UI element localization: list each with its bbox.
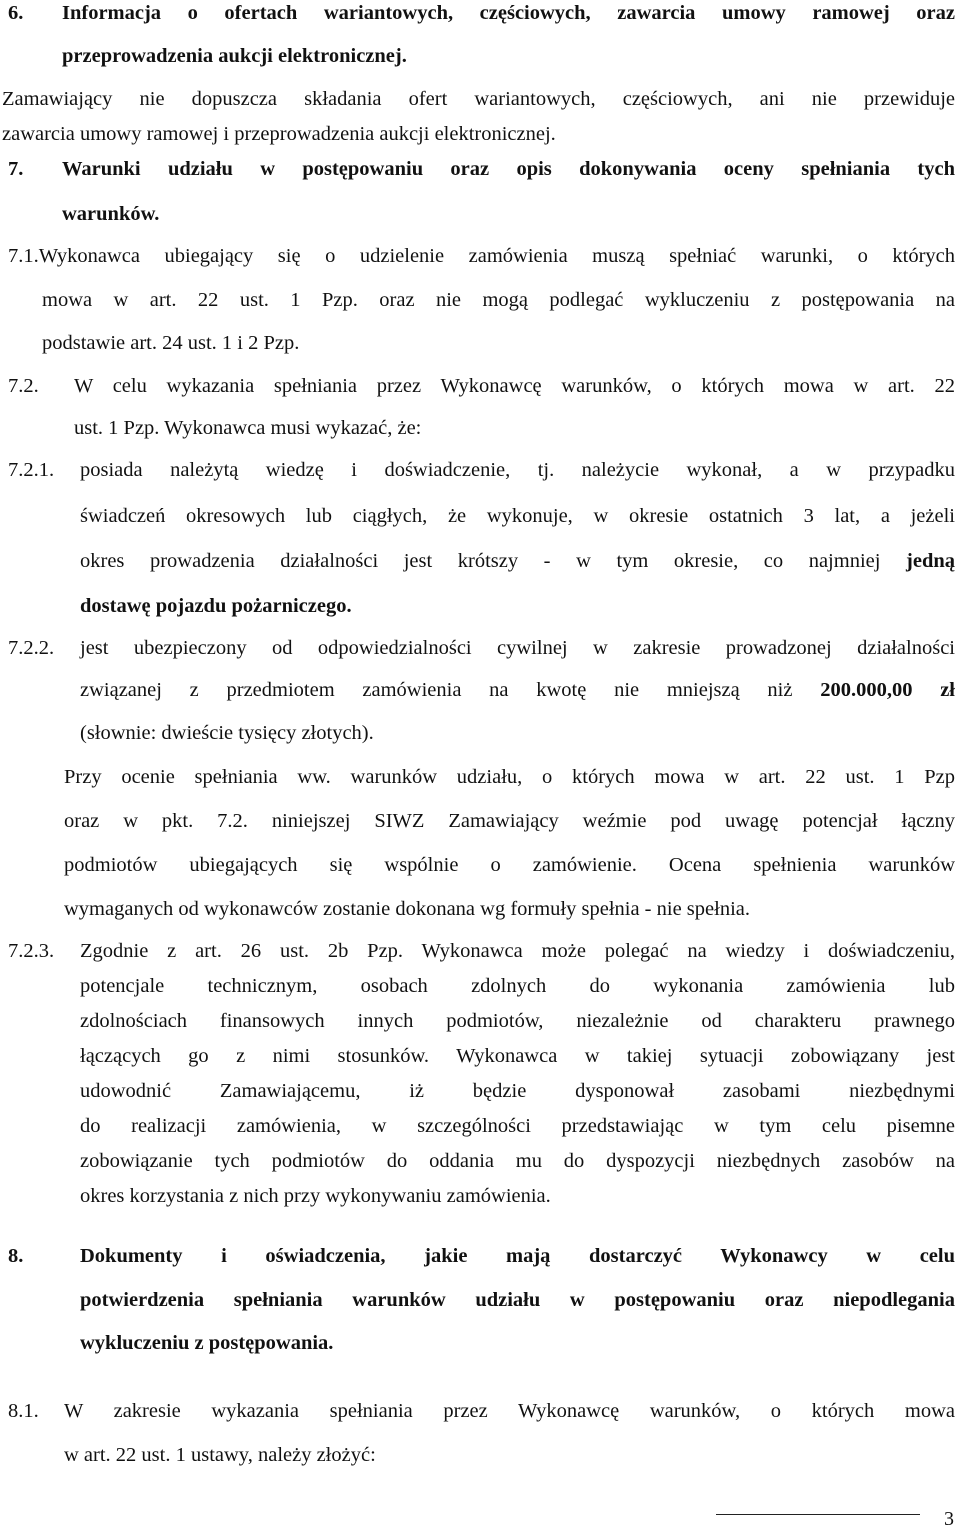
text-line-8 bbox=[42, 287, 955, 313]
text-line-27 bbox=[80, 1078, 955, 1104]
text-line-30 bbox=[80, 1183, 955, 1209]
text-run: zdolnościach finansowych innych podmiotów, niezależnie od charakteru prawnego bbox=[80, 1010, 955, 1032]
text-run: potwierdzenia spełniania warunków udziału w postępowaniu oraz niepodlegania bbox=[80, 1289, 955, 1311]
text-run: warunków. bbox=[62, 203, 160, 225]
text-run: W zakresie wykazania spełniania przez Wykonawcę warunków, o których mowa bbox=[64, 1400, 955, 1422]
text-run: udowodnić Zamawiającemu, iż będzie dysponował zasobami niezbędnymi bbox=[80, 1080, 955, 1102]
text-line-15 bbox=[80, 593, 955, 619]
text-line-32 bbox=[80, 1287, 955, 1313]
text-run: jest ubezpieczony od odpowiedzialności cywilnej w zakresie prowadzonej działalności bbox=[80, 637, 955, 659]
text-run: zobowiązanie tych podmiotów do oddania mu do dyspozycji niezbędnych zasobów na bbox=[80, 1150, 955, 1172]
text-line-14 bbox=[80, 548, 955, 574]
text-run: posiada należytą wiedzę i doświadczenie, tj. należycie wykonał, a w przypadku bbox=[80, 459, 955, 481]
text-line-29 bbox=[80, 1148, 955, 1174]
text-run: okres korzystania z nich przy wykonywaniu zamówienia. bbox=[80, 1185, 551, 1207]
text-line-9 bbox=[42, 330, 955, 356]
text-run: dostawę pojazdu pożarniczego. bbox=[80, 595, 352, 617]
text-line-17 bbox=[80, 677, 955, 703]
text-line-33 bbox=[80, 1330, 955, 1356]
text-run: (słownie: dwieście tysięcy złotych). bbox=[80, 722, 374, 744]
text-run: potencjale technicznym, osobach zdolnych do wykonania zamówienia lub bbox=[80, 975, 955, 997]
footer-rule bbox=[716, 1514, 920, 1515]
text-line-2 bbox=[62, 43, 955, 69]
text-line-28 bbox=[80, 1113, 955, 1139]
text-run: 200.000,00 zł bbox=[820, 679, 955, 701]
section-number: 7. bbox=[8, 158, 24, 180]
section-number: 7.2.2. bbox=[8, 637, 55, 659]
text-line-22 bbox=[64, 896, 955, 922]
text-line-19 bbox=[64, 764, 955, 790]
text-line-26 bbox=[80, 1043, 955, 1069]
text-line-35 bbox=[64, 1442, 955, 1468]
text-run: związanej z przedmiotem zamówienia na kwotę nie mniejszą niż bbox=[80, 679, 821, 701]
text-run: łączących go z nimi stosunków. Wykonawca w takiej sytuacji zobowiązany jest bbox=[80, 1045, 955, 1067]
text-run: wymaganych od wykonawców zostanie dokonana wg formuły spełnia - nie spełnia. bbox=[64, 898, 750, 920]
section-number: 6. bbox=[8, 2, 24, 24]
text-line-21 bbox=[64, 852, 955, 878]
text-line-6 bbox=[62, 201, 955, 227]
text-run: 7.1.Wykonawca ubiegający się o udzielenie zamówienia muszą spełniać warunki, o których bbox=[8, 245, 955, 267]
text-run: zawarcia umowy ramowej i przeprowadzenia aukcji elektronicznej. bbox=[2, 123, 556, 145]
text-run: Przy ocenie spełniania ww. warunków udziału, o których mowa w art. 22 ust. 1 Pzp bbox=[64, 766, 955, 788]
text-run: okres prowadzenia działalności jest krótszy - w tym okresie, co najmniej bbox=[80, 550, 907, 572]
text-line-25 bbox=[80, 1008, 955, 1034]
text-run: wykluczeniu z postępowania. bbox=[80, 1332, 334, 1354]
text-line-24 bbox=[80, 973, 955, 999]
text-line-20 bbox=[64, 808, 955, 834]
text-line-11 bbox=[74, 415, 955, 441]
text-run: Zgodnie z art. 26 ust. 2b Pzp. Wykonawca może polegać na wiedzy i doświadczeniu, bbox=[80, 940, 955, 962]
section-number: 7.2.1. bbox=[8, 459, 55, 481]
text-line-13 bbox=[80, 503, 955, 529]
section-number: 8. bbox=[8, 1245, 24, 1267]
text-run: podstawie art. 24 ust. 1 i 2 Pzp. bbox=[42, 332, 300, 354]
text-line-4 bbox=[2, 121, 955, 147]
text-line-7 bbox=[8, 243, 955, 269]
text-run: oraz w pkt. 7.2. niniejszej SIWZ Zamawiający weźmie pod uwagę potencjał łączny bbox=[64, 810, 955, 832]
text-run: ust. 1 Pzp. Wykonawca musi wykazać, że: bbox=[74, 417, 422, 439]
section-number: 7.2. bbox=[8, 375, 39, 397]
text-run: Warunki udziału w postępowaniu oraz opis dokonywania oceny spełniania tych bbox=[62, 158, 955, 180]
text-run: Zamawiający nie dopuszcza składania ofert wariantowych, częściowych, ani nie przewiduje bbox=[2, 88, 955, 110]
section-number: 7.2.3. bbox=[8, 940, 55, 962]
text-line-3 bbox=[2, 86, 955, 112]
section-number: 8.1. bbox=[8, 1400, 39, 1422]
text-line-18 bbox=[80, 720, 955, 746]
text-run: do realizacji zamówienia, w szczególności przedstawiając w tym celu pisemne bbox=[80, 1115, 955, 1137]
text-run: W celu wykazania spełniania przez Wykonawcę warunków, o których mowa w art. 22 bbox=[74, 375, 955, 397]
page-number: 3 bbox=[944, 1508, 954, 1530]
text-run: świadczeń okresowych lub ciągłych, że wykonuje, w okresie ostatnich 3 lat, a jeżeli bbox=[80, 505, 955, 527]
text-run: jedną bbox=[906, 550, 955, 572]
text-run: przeprowadzenia aukcji elektronicznej. bbox=[62, 45, 407, 67]
text-run: Informacja o ofertach wariantowych, częściowych, zawarcia umowy ramowej oraz bbox=[62, 2, 955, 24]
text-run: mowa w art. 22 ust. 1 Pzp. oraz nie mogą podlegać wykluczeniu z postępowania na bbox=[42, 289, 955, 311]
text-run: podmiotów ubiegających się wspólnie o zamówienie. Ocena spełnienia warunków bbox=[64, 854, 955, 876]
text-run: w art. 22 ust. 1 ustawy, należy złożyć: bbox=[64, 1444, 376, 1466]
text-run: Dokumenty i oświadczenia, jakie mają dostarczyć Wykonawcy w celu bbox=[80, 1245, 955, 1267]
